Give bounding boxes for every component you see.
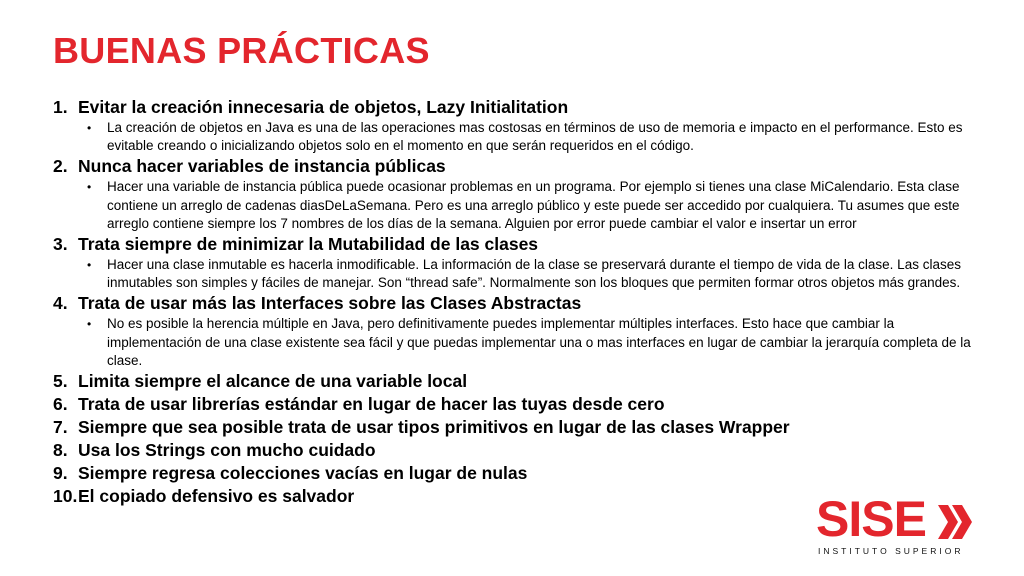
practice-heading (53, 370, 983, 393)
bullet-item (87, 256, 983, 292)
practice-heading-text: Nunca hacer variables de instancia públicas (78, 156, 446, 177)
practice-number: 2. (53, 156, 68, 177)
bullet-icon: • (87, 317, 92, 332)
practice-item (53, 292, 983, 370)
practice-heading-text: Trata de usar más las Interfaces sobre las Clases Abstractas (78, 293, 582, 314)
practice-item (53, 96, 983, 155)
practice-item (53, 393, 983, 416)
practice-number: 5. (53, 371, 68, 392)
practice-heading (53, 96, 983, 119)
practice-heading (53, 292, 983, 315)
double-chevron-right-icon (938, 505, 974, 539)
practice-number: 6. (53, 394, 68, 415)
practice-heading-text: Limita siempre el alcance de una variable local (78, 371, 468, 392)
bullet-icon: • (87, 258, 92, 273)
bullet-icon: • (87, 180, 92, 195)
practice-heading-text: Usa los Strings con mucho cuidado (78, 440, 376, 461)
practice-item (53, 416, 983, 439)
bullet-icon: • (87, 121, 92, 135)
practice-heading (53, 155, 983, 178)
logo-wordmark: SISE (816, 491, 926, 547)
practice-heading (53, 393, 983, 416)
practice-number: 7. (53, 417, 68, 438)
practice-bullets (53, 256, 983, 292)
bullet-item (87, 119, 983, 155)
practice-heading (53, 233, 983, 256)
practice-heading (53, 439, 983, 462)
practice-bullets (53, 119, 983, 155)
practice-heading-text: Siempre que sea posible trata de usar tipos primitivos en lugar de las clases Wrapper (78, 417, 790, 438)
practice-item (53, 462, 983, 485)
practice-bullets (53, 315, 983, 370)
practice-number: 3. (53, 234, 68, 255)
sise-logo (816, 491, 976, 559)
practice-number: 9. (53, 463, 68, 484)
practice-item (53, 439, 983, 462)
practice-item (53, 370, 983, 393)
bullet-text: No es posible la herencia múltiple en Java, pero definitivamente puedes implementar múltiples interfaces. Esto hace que cambiar la implementación de una clase existente sea fácil y que puedas implementar una o mas interfaces en lugar de cambiar la jerarquía completa de la clase. (107, 316, 971, 368)
slide-title: BUENAS PRÁCTICAS (53, 30, 430, 71)
practice-heading-text: El copiado defensivo es salvador (78, 486, 355, 507)
practice-number: 8. (53, 440, 68, 461)
practice-heading-text: Siempre regresa colecciones vacías en lugar de nulas (78, 463, 528, 484)
logo-subtitle: INSTITUTO SUPERIOR (818, 546, 964, 556)
bullet-item (87, 178, 983, 233)
bullet-text: Hacer una variable de instancia pública puede ocasionar problemas en un programa. Por ejemplo si tienes una clase MiCalendario. Esta clase contiene un arreglo de cadenas diasDeLaSemana. Pero es una arreglo público y este puede ser accedido por cualquiera. Tu asumes que este arreglo contiene siempre los 7 nombres de los días de la semana. Alguien por error puede cambiar el valor e insertar un error (107, 179, 960, 231)
practice-item (53, 233, 983, 292)
practices-list (53, 96, 983, 508)
practice-number: 1. (53, 97, 68, 117)
bullet-text: La creación de objetos en Java es una de las operaciones mas costosas en términos de uso de memoria e impacto en el performance. Esto es evitable creando o inicializando objetos solo en el momento en que serán requeridos en el código. (107, 120, 963, 154)
practice-heading-text: Trata de usar librerías estándar en lugar de hacer las tuyas desde cero (78, 394, 665, 415)
practice-number: 4. (53, 293, 68, 314)
practice-heading (53, 462, 983, 485)
practice-heading-text: Evitar la creación innecesaria de objetos, Lazy Initialitation (78, 97, 569, 117)
practice-heading-text: Trata siempre de minimizar la Mutabilidad de las clases (78, 234, 539, 255)
bullet-item (87, 315, 983, 370)
practice-item (53, 155, 983, 233)
practice-number: 10. (53, 486, 78, 507)
bullet-text: Hacer una clase inmutable es hacerla inmodificable. La información de la clase se preservará durante el tiempo de vida de la clase. Las clases inmutables son simples y fáciles de manejar. Son “thread safe”. Normalmente son los bloques que permiten formar otros objetos más grandes. (107, 257, 961, 291)
practice-bullets (53, 178, 983, 233)
practice-heading (53, 416, 983, 439)
